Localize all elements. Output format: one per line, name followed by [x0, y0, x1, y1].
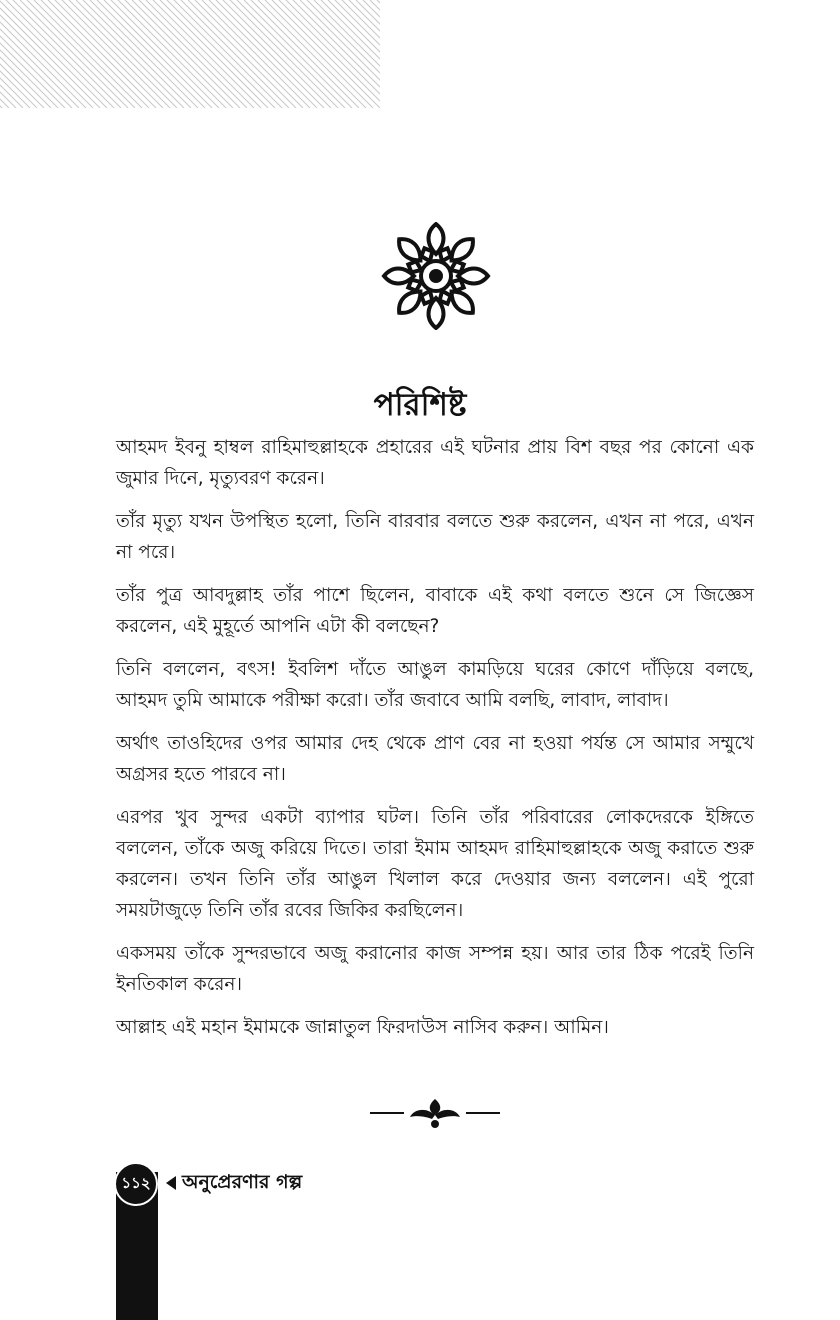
stripe-line	[181, 0, 289, 108]
page-number: ১১২	[114, 1162, 158, 1206]
paragraph: এরপর খুব সুন্দর একটা ব্যাপার ঘটল। তিনি তাঁর পরিবারের লোকদেরকে ইঙ্গিতে বললেন, তাঁকে অজু করিয়ে দিতে। তারা ইমাম আহমদ রাহিমাহুল্লাহকে অজু করাতে শুরু করলেন। তখন তিনি তাঁর আঙুল খিলাল করে দেওয়ার জন্য বললেন। এই পুরো সময়টাজুড়ে তিনি তাঁর রবের জিকির করছিলেন।	[116, 807, 754, 921]
stripe-line	[132, 0, 240, 108]
chapter-title: পরিশিষ্ট	[373, 386, 467, 423]
stripe-line	[146, 0, 254, 108]
paragraph: আহমদ ইবনু হাম্বল রাহিমাহুল্লাহকে প্রহারের এই ঘটনার প্রায় বিশ বছর পর কোনো এক জুমার দিনে, মৃত্যুবরণ করেন।	[116, 437, 754, 489]
chapter-body	[116, 432, 754, 1055]
stripe-line	[13, 0, 121, 108]
stripe-line	[258, 0, 366, 108]
stripe-line	[97, 0, 205, 108]
stripe-line	[202, 0, 310, 108]
stripe-line	[55, 0, 163, 108]
stripe-line	[6, 0, 114, 108]
mandala-petal	[446, 234, 478, 266]
mandala-petal	[394, 234, 426, 266]
stripe-line	[83, 0, 191, 108]
mandala-petal	[446, 286, 478, 318]
stripe-line	[174, 0, 282, 108]
stripe-line	[272, 0, 380, 108]
stripe-line	[34, 0, 142, 108]
paragraph: তিনি বললেন, বৎস! ইবলিশ দাঁতে আঙুল কামড়িয়ে ঘরের কোণে দাঁড়িয়ে বলছে, আহমদ তুমি আমাকে পরীক্ষা করো। তাঁর জবাবে আমি বলছি, লাবাদ, লাবাদ।	[116, 659, 754, 711]
mandala-petal	[394, 286, 426, 318]
stripe-line	[237, 0, 345, 108]
stripe-line	[20, 0, 128, 108]
paragraph: আল্লাহ এই মহান ইমামকে জান্নাতুল ফিরদাউস নাসিব করুন। আমিন।	[116, 1017, 609, 1038]
paragraph: তাঁর পুত্র আবদুল্লাহ তাঁর পাশে ছিলেন, বাবাকে এই কথা বলতে শুনে সে জিজ্ঞেস করলেন, এই মুহূর্তে আপনি এটা কী বলছেন?	[116, 585, 754, 637]
stripe-line	[41, 0, 149, 108]
stripe-line	[62, 0, 170, 108]
stripe-line	[251, 0, 359, 108]
stripe-line	[125, 0, 233, 108]
triangle-left-icon	[166, 1176, 176, 1190]
stripe-line	[0, 0, 107, 108]
stripe-line	[209, 0, 317, 108]
stripe-line	[195, 0, 303, 108]
stripe-line	[167, 0, 275, 108]
stripe-line	[111, 0, 219, 108]
stripe-line	[118, 0, 226, 108]
stripe-line	[139, 0, 247, 108]
stripe-line	[244, 0, 352, 108]
stripe-line	[223, 0, 331, 108]
stripe-line	[216, 0, 324, 108]
stripe-line	[27, 0, 135, 108]
corner-stripes-decoration	[0, 0, 380, 108]
stripe-line	[69, 0, 177, 108]
stripe-line	[76, 0, 184, 108]
stripe-line	[230, 0, 338, 108]
stripe-line	[104, 0, 212, 108]
paragraph: অর্থাৎ তাওহিদের ওপর আমার দেহ থেকে প্রাণ বের না হওয়া পর্যন্ত সে আমার সম্মুখে অগ্রসর হতে পারবে না।	[116, 733, 754, 785]
fleuron-divider-icon	[368, 1093, 502, 1133]
stripe-line	[265, 0, 373, 108]
paragraph: একসময় তাঁকে সুন্দরভাবে অজু করানোর কাজ সম্পন্ন হয়। আর তার ঠিক পরেই তিনি ইনতিকাল করেন।	[116, 943, 754, 995]
stripe-line	[48, 0, 156, 108]
stripe-line	[153, 0, 261, 108]
stripe-line	[90, 0, 198, 108]
stripe-line	[160, 0, 268, 108]
floral-mandala-icon	[380, 222, 492, 330]
stripe-line	[188, 0, 296, 108]
book-title: অনুপ্রেরণার গল্প	[182, 1171, 303, 1193]
paragraph: তাঁর মৃত্যু যখন উপস্থিত হলো, তিনি বারবার বলতে শুরু করলেন, এখন না পরে, এখন না পরে।	[116, 511, 754, 563]
